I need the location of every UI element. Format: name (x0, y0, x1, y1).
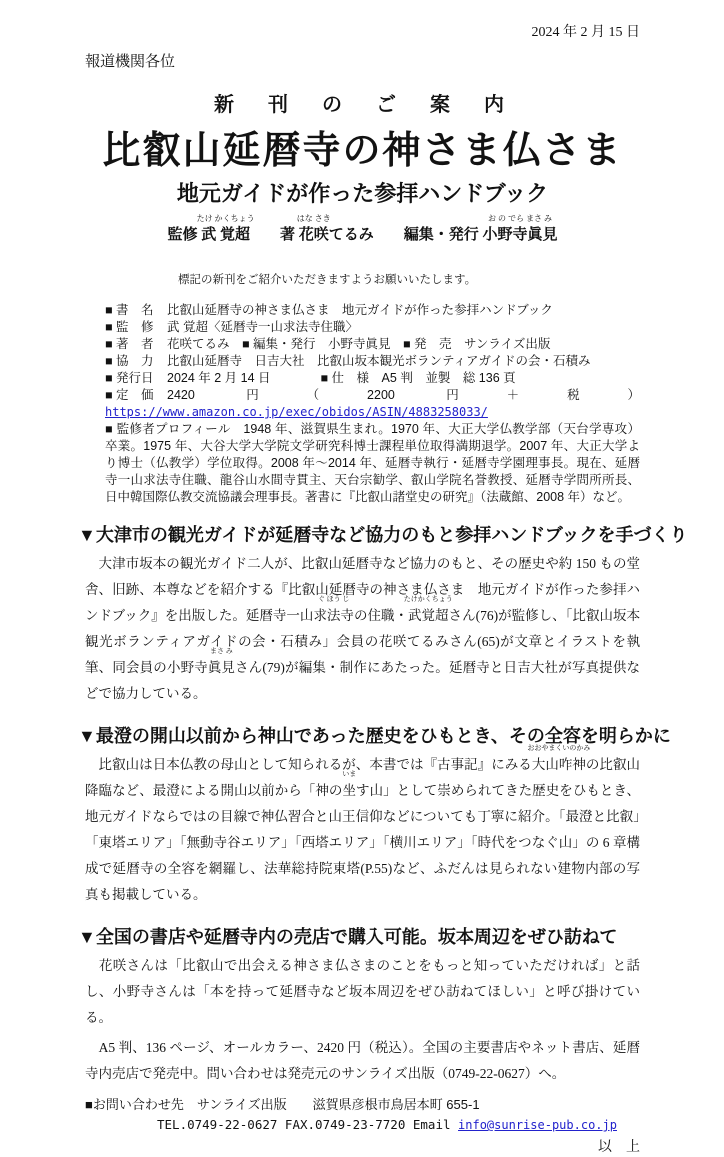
info-label: ■ 発行日 (105, 371, 154, 385)
ruby-annotation: まさ み (210, 647, 233, 655)
info-line-price: ■ 定 価 2420 円（2200 円＋税） https://www.amazon.co.jp/exec/obidos/ASIN/4883258033/ (105, 388, 640, 419)
book-title: 比叡山延暦寺の神さま仏さま (102, 130, 623, 172)
ruby-annotation: いま (342, 770, 357, 778)
release-date: 2024 年 2 月 15 日 (531, 25, 640, 40)
recipient-line: 報道機関各位 (85, 54, 176, 70)
contact-tel-line: TEL.0749-22-0627 FAX.0749-23-7720 Email info@sunrise-pub.co.jp (157, 1117, 617, 1132)
ruby-annotation: おおやまくいのかみ (527, 744, 591, 752)
section-3-paragraph-1: 花咲さんは「比叡山で出会える神さま仏さまのことをもっと知っていただければ」と話し、小野寺さんは「本を持って延暦寺など坂本周辺をぜひ訪ねてほしい」と呼び掛けている。 (85, 958, 640, 1025)
info-line-author: ■ 著 者 花咲てるみ ■ 編集・発行 小野寺眞見 ■ 発 売 サンライズ出版 (105, 337, 551, 351)
section-3-paragraph-2: A5 判、136 ページ、オールカラー、2420 円（税込）。全国の主要書店やネット書店、延暦寺内売店で発売中。問い合わせは発売元のサンライズ出版（0749-22-0627）へ。 (85, 1040, 640, 1081)
ruby-base: 武 覚超 たけ かくちょう (196, 214, 255, 243)
section-2-heading: ▼最澄の開山以前から神山であった歴史をひもとき、その全容を明らかに (78, 726, 671, 746)
contact-address-line: ■お問い合わせ先 サンライズ出版 滋賀県彦根市鳥居本町 655-1 (85, 1097, 480, 1112)
info-line-pubdate-spec: ■ 発行日 2024 年 2 月 14 日 ■ 仕 様 A5 判 並製 総 136 頁 (105, 371, 516, 385)
contact-block (85, 1095, 640, 1135)
info-label: ■ 協 力 (105, 354, 154, 368)
info-line-book-name: ■ 書 名 比叡山延暦寺の神さま仏さま 地元ガイドが作った参拝ハンドブック (105, 303, 553, 317)
closing-mark: 以 上 (598, 1140, 640, 1155)
ruby-annotation: ぐ ほう じ (317, 595, 350, 603)
info-label: ■ 書 名 (105, 303, 154, 317)
section-1-heading: ▼大津市の観光ガイドが延暦寺など協力のもと参拝ハンドブックを手づくり (78, 525, 688, 545)
ruby-base: 坐 いま (342, 770, 357, 798)
hyperlink[interactable]: info@sunrise-pub.co.jp (458, 1118, 617, 1132)
ruby-base: 眞見 まさ み (207, 647, 235, 675)
ruby-annotation: たけ かくちょう (196, 214, 255, 223)
section-1-paragraph: 大津市坂本の観光ガイド二人が、比叡山延暦寺など協力のもと、その歴史や約 150 もの堂舎、旧跡、本尊などを紹介する『比叡山延暦寺の神さま仏さま 地元ガイドが作った参拝ハンドブック』を出版した。延暦寺一山求法寺 ぐ ほう じ の住職・武覚超 たけかくちょう さん(76)が監修し、「比叡山坂本観光ボランティアガイドの会・石積み」会員の花咲てるみさん(65)が文章とイラストを執筆、同会員の小野寺眞見 まさ み さん(79)が編集・制作にあたった。延暦寺と日吉大社が写真提供などで協力している。 (85, 556, 641, 701)
ruby-base: 花咲 はな さき (296, 214, 331, 243)
section-2-paragraph: 比叡山は日本仏教の母山として知られるが、本書では『古事記』にみる大山咋神 おおやまくいのかみ の比叡山降臨など、最澄による開山以前から「神の坐 いま す山」として崇められてきた歴史をひもとき、地元ガイドならではの目線で神仏習合と山王信仰などについても丁寧に紹介。「最澄と比叡」「東塔エリア」「無動寺谷エリア」「西塔エリア」「横川エリア」「時代をつなぐ山」の 6 章構成で延暦寺の全容を網羅し、法華総持院東塔(P.55)など、ふだんは見られない建物内部の写真も掲載している。 (85, 744, 641, 902)
ruby-base: 大山咋神 おおやまくいのかみ (527, 744, 591, 772)
intro-line: 標記の新刊をご紹介いただきますようお願いいたします。 (178, 274, 477, 286)
book-info-block (105, 302, 640, 506)
notice-heading: 新 刊 の ご 案 内 (214, 94, 511, 116)
info-line-profile: ■ 監修者プロフィール 1948 年、滋賀県生まれ。1970 年、大正大学仏教学部（天台学専攻）卒業。1975 年、大谷大学大学院文学研究科博士課程単位取得満期退学。2007 年、大正大学より博士（仏教学）学位取得。2008 年～2014 年、延暦寺執行・延暦寺学園理事長。現在、延暦寺一山求法寺住職、龍谷山水間寺貫主、天台宗勧学、叡山学院名誉教授、延暦寺学問所所長、日中韓国際仏教交流協議会理事長。著書に『比叡山諸堂史の研究』（法蔵館、2008 年）など。 (105, 422, 640, 504)
info-line-supervisor: ■ 監 修 武 覚超〈延暦寺一山求法寺住職〉 (105, 320, 358, 334)
ruby-annotation: たけかくちょう (403, 595, 453, 603)
ruby-annotation: お の でら まさ み (488, 214, 553, 223)
ruby-base: 小野寺眞見 お の でら まさ み (482, 214, 558, 243)
section-3-heading: ▼全国の書店や延暦寺内の売店で購入可能。坂本周辺をぜひ訪ねて (78, 927, 618, 947)
ruby-annotation: はな さき (296, 214, 331, 223)
info-label: ■ 定 価 (105, 388, 154, 402)
info-line-cooperation: ■ 協 力 比叡山延暦寺 日吉大社 比叡山坂本観光ボランティアガイドの会・石積み (105, 354, 591, 368)
info-label: ■ 著 者 (105, 337, 154, 351)
book-subtitle: 地元ガイドが作った参拝ハンドブック (176, 181, 549, 206)
hyperlink[interactable]: https://www.amazon.co.jp/exec/obidos/ASIN/4883258033/ (105, 405, 488, 419)
ruby-base: 求法寺 ぐ ほう じ (313, 595, 354, 623)
info-label: ■ 監 修 (105, 320, 154, 334)
credits-line: 監修 武 覚超 たけ かくちょう 著 花咲 はな さき てるみ 編集・発行 小野寺眞見 お の でら まさ み (85, 224, 640, 246)
ruby-base: 武覚超 たけかくちょう (403, 595, 453, 623)
